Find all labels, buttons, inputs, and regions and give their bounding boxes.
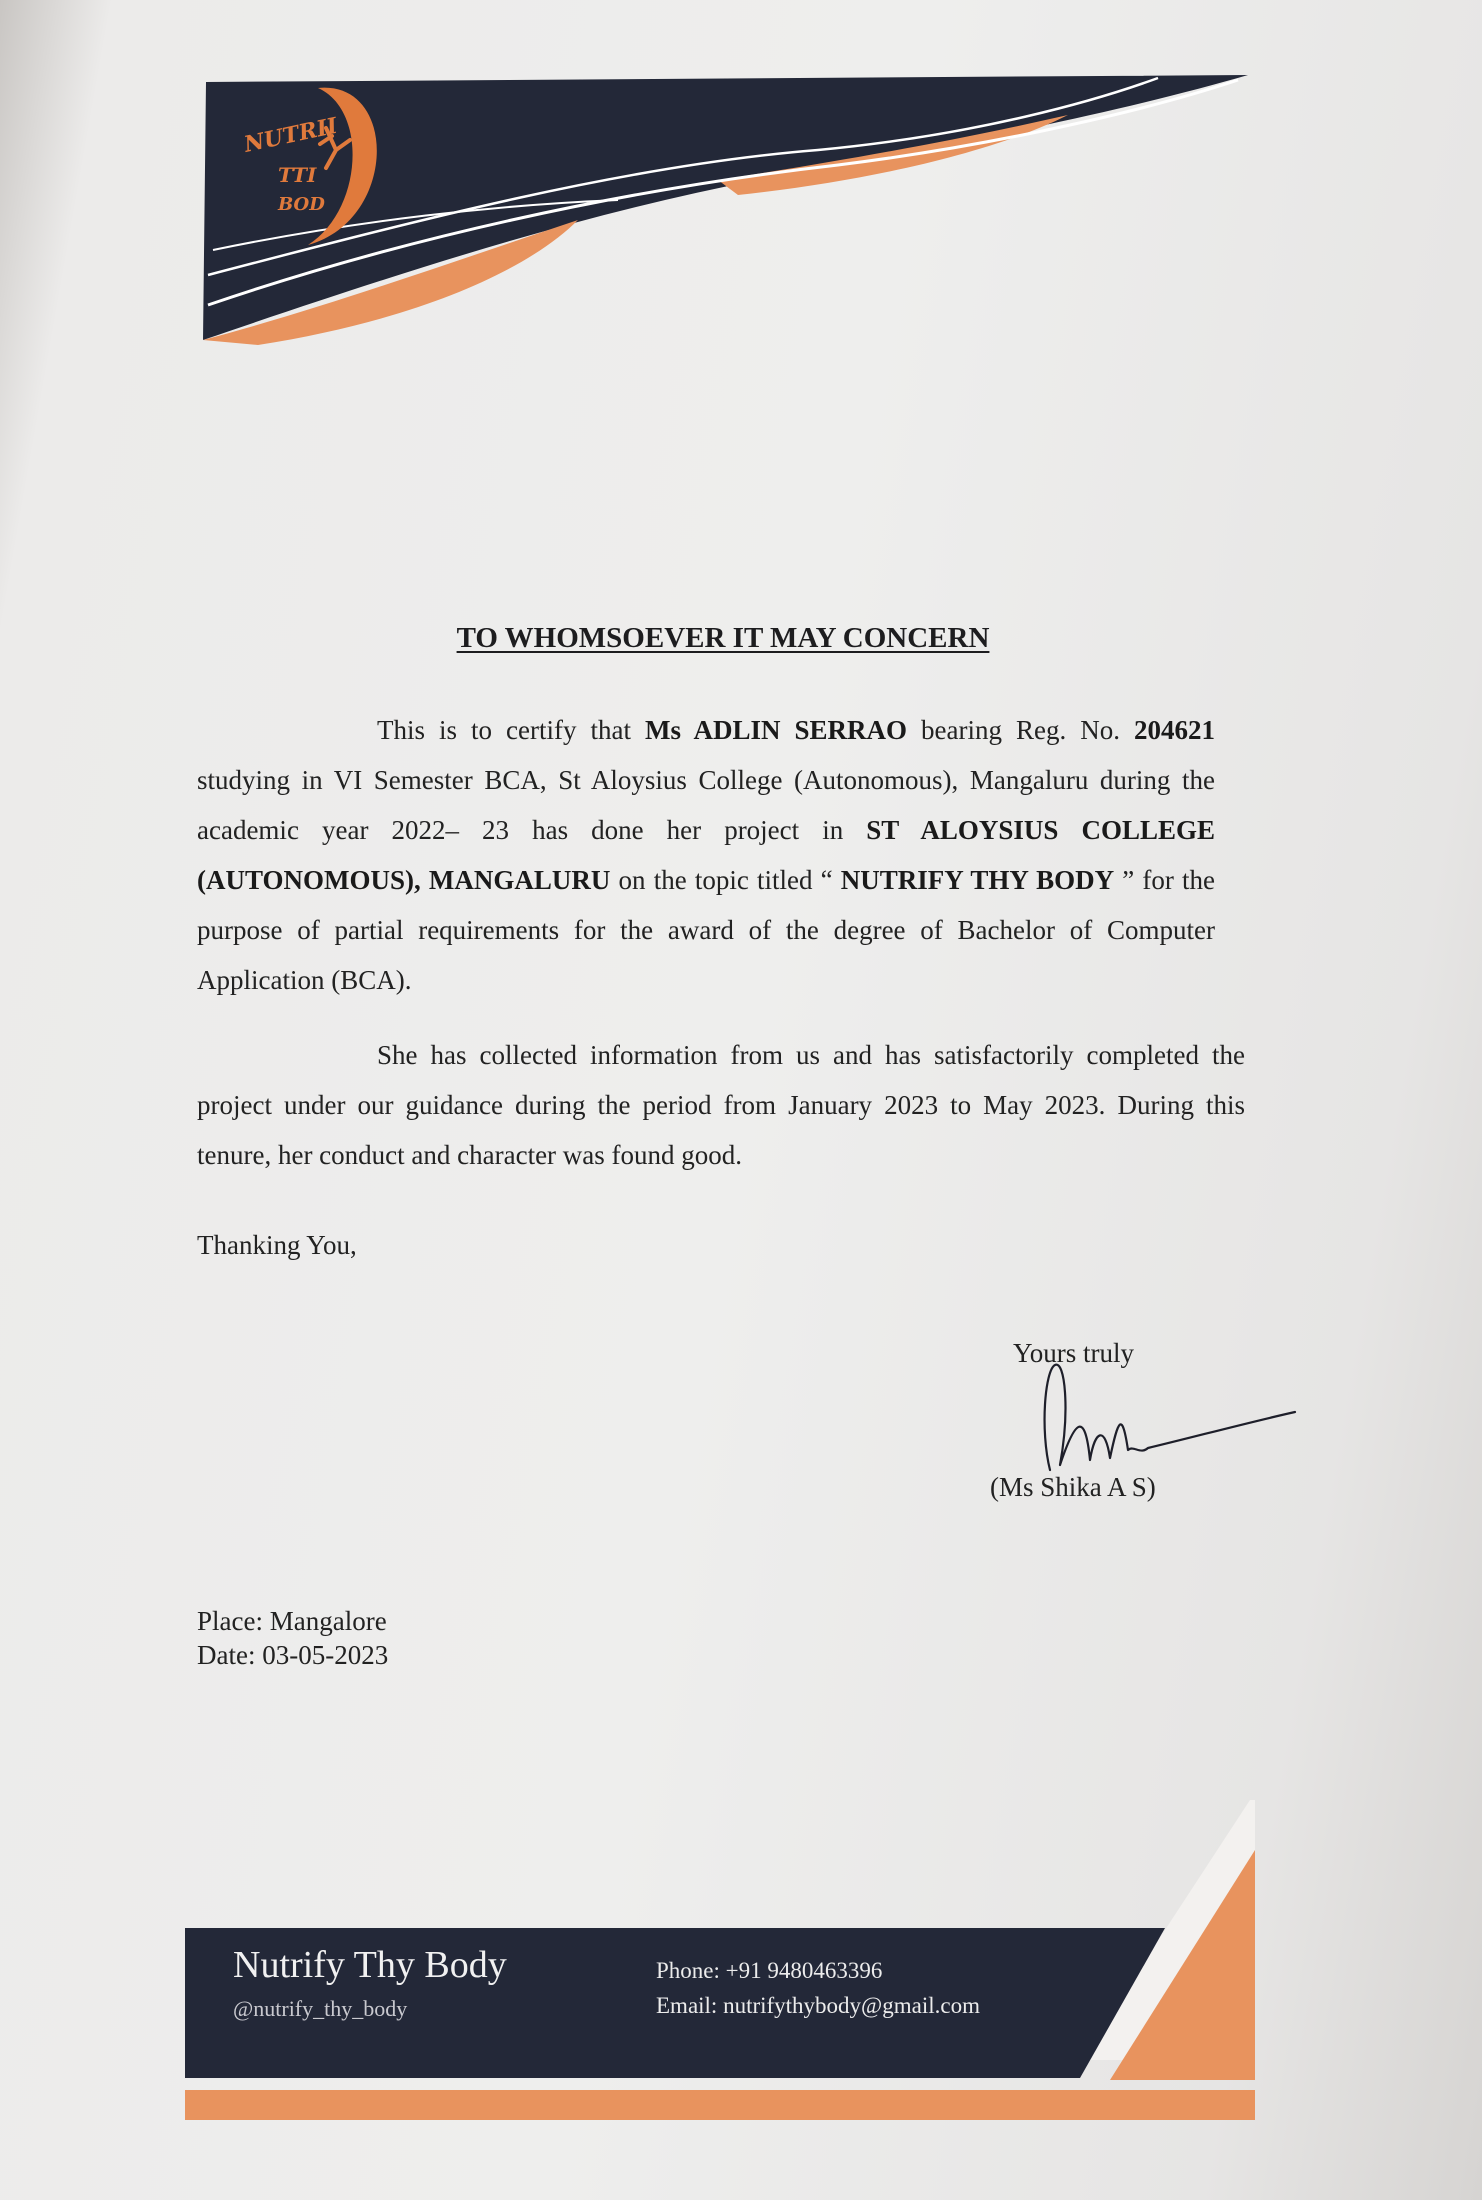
thanks-line: Thanking You, <box>197 1230 357 1260</box>
footer-email: Email: nutrifythybody@gmail.com <box>656 1993 980 2018</box>
footer-phone: Phone: +91 9480463396 <box>656 1958 883 1983</box>
letter-heading: TO WHOMSOEVER IT MAY CONCERN <box>456 622 990 654</box>
letterhead-banner <box>198 70 1253 350</box>
project-topic: NUTRIFY THY BODY <box>840 865 1115 895</box>
logo-text-line1: NUTRII <box>241 112 340 158</box>
paragraph-text: on the topic titled “ <box>610 865 841 895</box>
place-line: Place: Mangalore <box>197 1606 387 1636</box>
closing-line: Yours truly <box>1013 1338 1135 1368</box>
paragraph-text: ” for the purpose of partial requirements for the award of the degree of Bachelor of Computer Application (BCA). <box>197 865 1215 995</box>
paragraph-text: This is to certify that <box>377 715 645 745</box>
footer-brand-name: Nutrify Thy Body <box>233 1944 507 1986</box>
signer-name: (Ms Shika A S) <box>990 1472 1156 1502</box>
date-line: Date: 03-05-2023 <box>197 1640 389 1670</box>
footer-orange-stripe <box>185 2090 1255 2120</box>
logo-text-line2: TTI <box>278 163 317 187</box>
footer-social-handle: @nutrify_thy_body <box>233 1996 408 2021</box>
paragraph-text: bearing Reg. No. <box>907 715 1134 745</box>
student-name: Ms ADLIN SERRAO <box>644 715 908 745</box>
certification-paragraph <box>197 705 1215 1005</box>
paragraph-text: studying in VI Semester BCA, St Aloysius College (Autonomous), Mangaluru during the academic year 2022– 23 has done her project in <box>197 765 1215 845</box>
paragraph-text: She has collected information from us and has satisfactorily completed the project under our guidance during the period from January 2023 to May 2023. During this tenure, her conduct and character was found good. <box>197 1040 1245 1170</box>
logo-text-line3: BOD <box>278 194 325 215</box>
registration-number: 204621 <box>1134 715 1215 745</box>
signature <box>1030 1350 1300 1490</box>
guidance-paragraph <box>197 1030 1245 1180</box>
institution-name: ST ALOYSIUS COLLEGE (AUTONOMOUS), MANGALURU <box>197 815 1215 895</box>
